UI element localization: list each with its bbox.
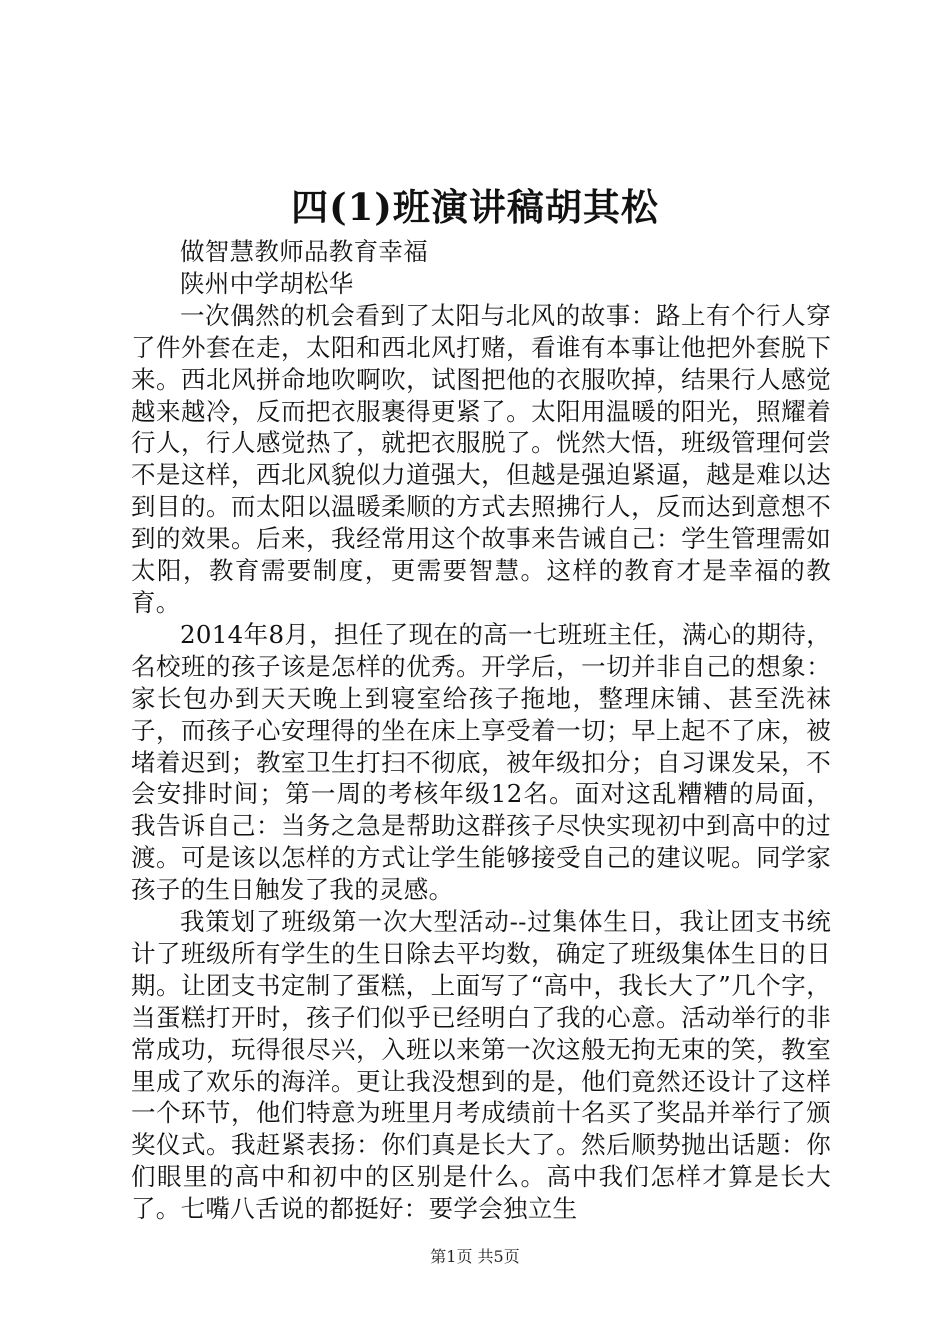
subtitle-line: 做智慧教师品教育幸福 xyxy=(180,237,428,266)
document-title: 四(1)班演讲稿胡其松 xyxy=(291,185,659,229)
author-line: 陕州中学胡松华 xyxy=(180,268,354,298)
paragraph: 我策划了班级第一次大型活动--过集体生日，我让团支书统计了班级所有学生的生日除去平均数，确定了班级集体生日的日期。让团支书定制了蛋糕，上面写了“高中，我长大了”几个字，当蛋糕打开时，孩子们似乎已经明白了我的心意。活动举行的非常成功，玩得很尽兴，入班以来第一次这般无拘无束的笑，教室里成了欢乐的海洋。更让我没想到的是，他们竟然还设计了这样一个环节，他们特意为班里月考成绩前十名买了奖品并举行了颁奖仪式。我赶紧表扬：你们真是长大了。然后顺势抛出话题：你们眼里的高中和初中的区别是什么。高中我们怎样才算是长大了。七嘴八舌说的都挺好：要学会独立生 xyxy=(131,907,831,1224)
paragraph: 一次偶然的机会看到了太阳与北风的故事：路上有个行人穿了件外套在走，太阳和西北风打赌，看谁有本事让他把外套脱下来。西北风拼命地吹啊吹，试图把他的衣服吹掉，结果行人感觉越来越冷，反而把衣服裹得更紧了。太阳用温暖的阳光，照耀着行人，行人感觉热了，就把衣服脱了。恍然大悟，班级管理何尝不是这样，西北风貌似力道强大，但越是强迫紧逼，越是难以达到目的。而太阳以温暖柔顺的方式去照拂行人，反而达到意想不到的效果。后来，我经常用这个故事来告诫自己：学生管理需如太阳，教育需要制度，更需要智慧。这样的教育才是幸福的教育。 xyxy=(131,300,831,617)
document-body xyxy=(131,236,831,1225)
page-footer: 第1页 共5页 xyxy=(430,1247,520,1266)
paragraph: 2014年8月，担任了现在的高一七班班主任，满心的期待，名校班的孩子该是怎样的优秀。开学后，一切并非自己的想象：家长包办到天天晚上到寝室给孩子拖地，整理床铺、甚至洗袜子，而孩子心安理得的坐在床上享受着一切；早上起不了床，被堵着迟到；教室卫生打扫不彻底，被年级扣分；自习课发呆，不会安排时间；第一周的考核年级12名。面对这乱糟糟的局面，我告诉自己：当务之急是帮助这群孩子尽快实现初中到高中的过渡。可是该以怎样的方式让学生能够接受自己的建议呢。同学家孩子的生日触发了我的灵感。 xyxy=(131,619,831,905)
